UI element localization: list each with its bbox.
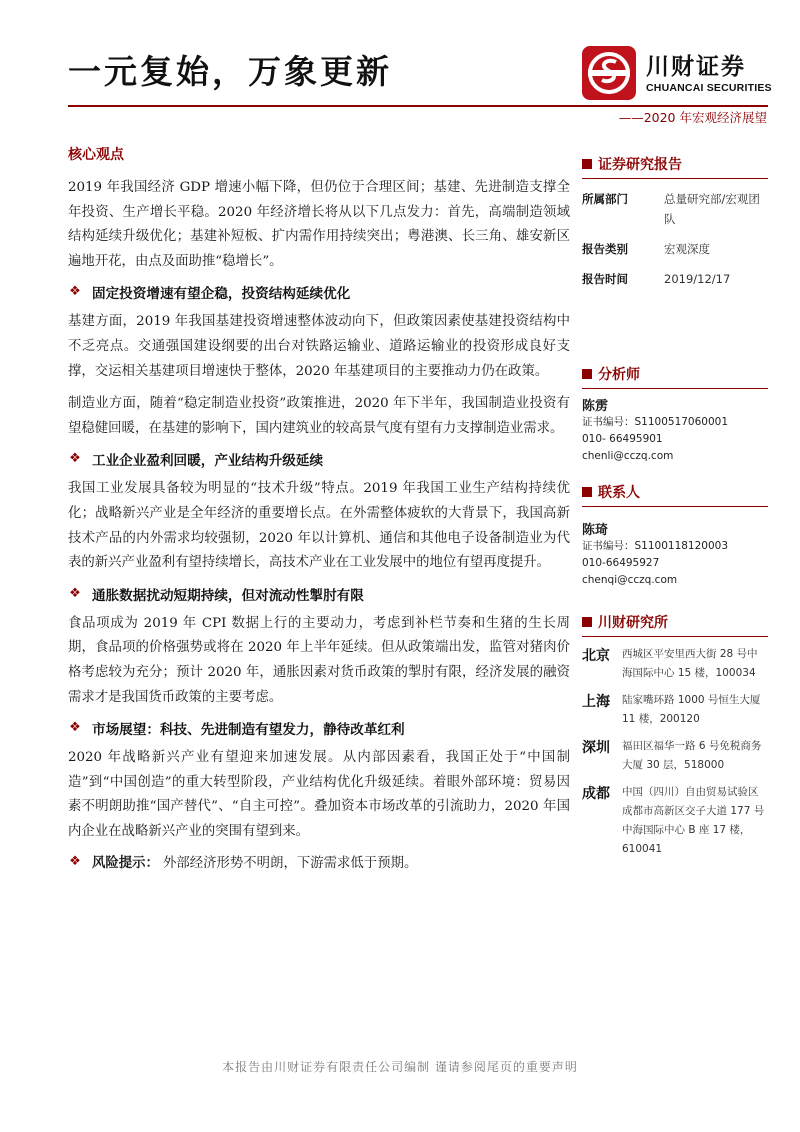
meta-row — [582, 269, 768, 289]
footer-disclaimer: 本报告由川财证券有限责任公司编制 谨请参阅尾页的重要声明 — [222, 1060, 578, 1074]
report-info-panel — [582, 154, 768, 289]
square-bullet-icon — [582, 159, 592, 169]
section-paragraph: 基建方面，2019 年我国基建投资增速整体波动向下，但政策因素使基建投资结构中不乏亮点。交通强国建设纲要的出台对铁路运输业、道路运输业的投资形成良好支撑，交运相关基建项目增速快于整体，2020 年基建项目的主要推动力仍在政策。 — [68, 314, 570, 379]
main-content — [68, 144, 570, 871]
section-heading — [68, 718, 570, 738]
risk-warning — [68, 852, 570, 871]
meta-value: 2019/12/17 — [664, 272, 731, 286]
square-bullet-icon — [582, 369, 592, 379]
office-entry — [582, 737, 768, 775]
section-paragraph: 我国工业发展具备较为明显的“技术升级”特点。2019 年我国工业生产结构持续优化；战略新兴产业是全年经济的重要增长点。在外需整体疲软的大背景下，我国高新技术产品的内外需求均较强韧，2020 年以计算机、通信和其他电子设备制造业为代表的新兴产业盈利有望持续增长，高技术产业在工业发展中的地位有望再度提升。 — [68, 481, 570, 571]
office-address: 陆家嘴环路 1000 号恒生大厦 11 楼，200120 — [622, 694, 761, 725]
section-heading — [68, 282, 570, 302]
office-city: 成都 — [582, 786, 610, 802]
office-city: 深圳 — [582, 740, 610, 756]
diamond-bullet-icon: ❖ — [69, 284, 81, 300]
contact-email[interactable]: chenqi@cczq.com — [582, 574, 678, 586]
office-address: 福田区福华一路 6 号免税商务大厦 30 层，518000 — [622, 740, 762, 771]
square-bullet-icon — [582, 487, 592, 497]
office-entry — [582, 783, 768, 859]
analyst-phone: 010- 66495901 — [582, 433, 663, 445]
diamond-bullet-icon: ❖ — [69, 585, 81, 601]
risk-label: 风险提示： — [92, 856, 159, 872]
logo-chinese-name: 川财证券 — [646, 54, 746, 80]
institute-heading: 川财研究所 — [582, 612, 768, 637]
section-paragraph: 食品项成为 2019 年 CPI 数据上行的主要动力，考虑到补栏节奏和生猪的生长周期，食品项的价格强势或将在 2020 年上半年延续。但从政策端出发，监管对猪肉价格考虑较为充分；预计 2020 年，通胀因素对货币政策的掣肘有限，经济发展的融资需求才是我国货币政策的主要考虑。 — [68, 615, 570, 705]
office-address: 中国（四川）自由贸易试验区成都市高新区交子大道 177 号中海国际中心 B 座 17 楼，610041 — [622, 786, 765, 855]
section-title: 固定投资增速有望企稳，投资结构延续优化 — [92, 286, 351, 303]
section-title: 市场展望：科技、先进制造有望发力，静待改革红利 — [92, 722, 405, 739]
company-logo — [582, 44, 772, 102]
core-viewpoint-label: 核心观点 — [68, 147, 124, 163]
analyst-heading: 分析师 — [582, 364, 768, 389]
section-title: 工业企业盈利回暖，产业结构升级延续 — [92, 453, 324, 470]
square-bullet-icon — [582, 617, 592, 627]
diamond-bullet-icon: ❖ — [69, 451, 81, 467]
meta-key: 报告时间 — [582, 272, 628, 286]
office-entry — [582, 645, 768, 683]
office-city: 北京 — [582, 648, 610, 664]
logo-english-name: CHUANCAI SECURITIES — [646, 82, 772, 94]
analyst-email[interactable]: chenli@cczq.com — [582, 450, 674, 462]
contact-panel — [582, 482, 768, 589]
analyst-name: 陈雳 — [582, 399, 609, 414]
section-paragraph: 制造业方面，随着“稳定制造业投资”政策推进，2020 年下半年，我国制造业投资有望稳健回暖，在基建的影响下，国内建筑业的较高景气度有望有力支撑制造业需求。 — [68, 396, 570, 436]
intro-paragraph: 2019 年我国经济 GDP 增速小幅下降，但仍位于合理区间；基建、先进制造支撑全年投资、生产增长平稳。2020 年经济增长将从以下几点发力：首先，高端制造领域结构延续升级优化；基建补短板、扩内需作用持续突出；粤港澳、长三角、雄安新区遍地开花，由点及面助推“稳增长”。 — [68, 180, 570, 269]
analyst-cert: 证书编号：S1100517060001 — [582, 416, 729, 428]
risk-text: 外部经济形势不明朗，下游需求低于预期。 — [162, 856, 418, 872]
page-subtitle: ——2020 年宏观经济展望 — [618, 110, 767, 125]
report-info-heading: 证券研究报告 — [582, 154, 768, 179]
page-title: 一元复始，万象更新 — [68, 52, 392, 91]
contact-phone: 010-66495927 — [582, 557, 660, 569]
office-entry — [582, 691, 768, 729]
diamond-bullet-icon: ❖ — [69, 853, 81, 869]
header-divider — [68, 105, 768, 107]
section-paragraph: 2020 年战略新兴产业有望迎来加速发展。从内部因素看，我国正处于“中国制造”到“中国创造”的重大转型阶段，产业结构优化升级延续。着眼外部环境：贸易因素不明朗助推“国产替代”、“自主可控”。叠加资本市场改革的引流助力，2020 年国内企业在战略新兴产业的突围有望到来。 — [68, 750, 570, 839]
meta-value: 宏观深度 — [664, 242, 710, 256]
section-title: 通胀数据扰动短期持续，但对流动性掣肘有限 — [92, 587, 364, 604]
section-heading — [68, 449, 570, 469]
section-heading — [68, 584, 570, 604]
analyst-panel — [582, 364, 768, 465]
office-city: 上海 — [582, 694, 610, 710]
diamond-bullet-icon: ❖ — [69, 720, 81, 736]
meta-value: 总量研究部/宏观团队 — [664, 192, 760, 226]
meta-key: 报告类别 — [582, 242, 628, 256]
meta-row — [582, 239, 768, 259]
chuancai-logo-icon — [582, 46, 636, 100]
meta-row — [582, 189, 768, 229]
contact-name: 陈琦 — [582, 523, 609, 538]
contact-cert: 证书编号：S1100118120003 — [582, 540, 729, 552]
contact-heading: 联系人 — [582, 482, 768, 507]
institute-panel — [582, 612, 768, 859]
meta-key: 所属部门 — [582, 192, 628, 206]
office-address: 西城区平安里西大街 28 号中海国际中心 15 楼，100034 — [622, 648, 758, 679]
